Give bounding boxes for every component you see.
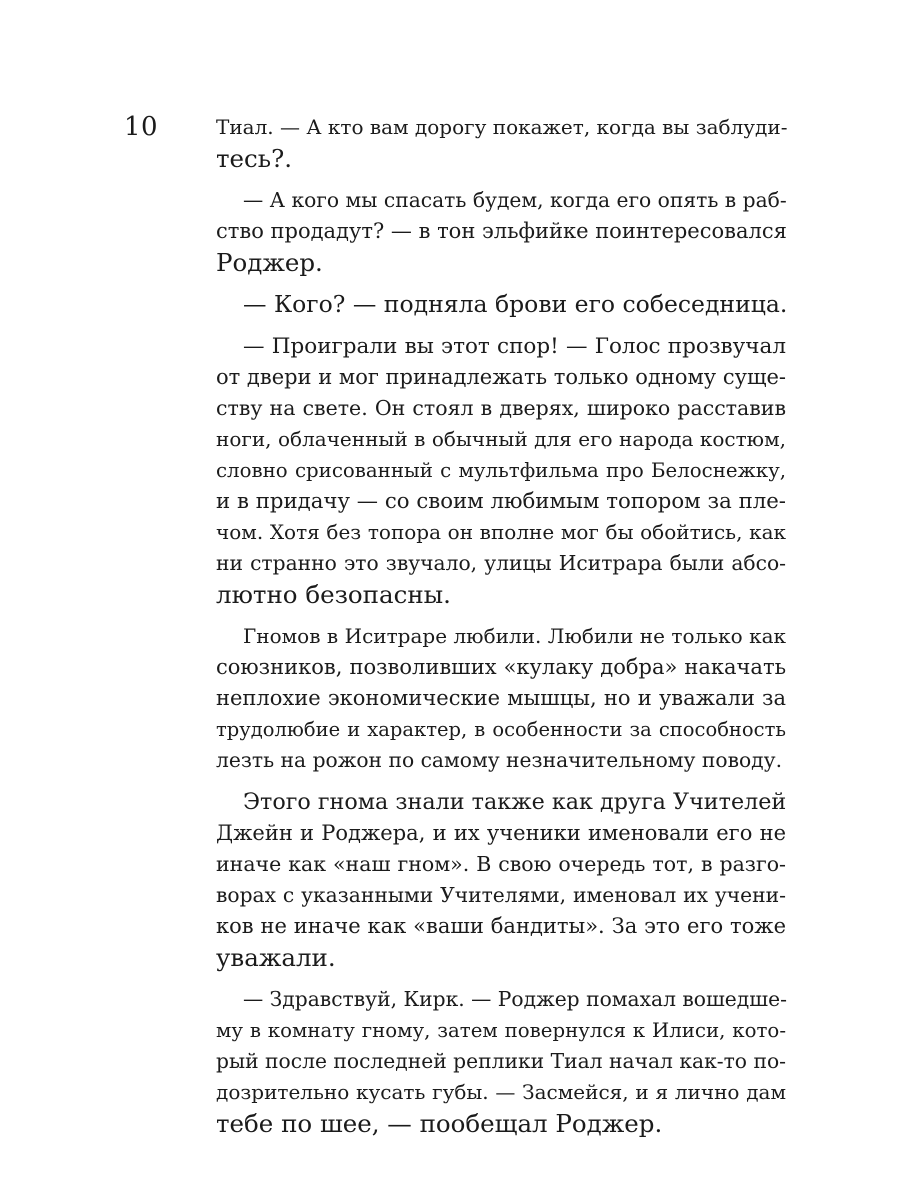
paragraph-6 <box>216 787 786 973</box>
paragraph-4 <box>216 331 786 610</box>
text-line: рый после последней реплики Тиал начал как-то по- <box>216 1049 786 1073</box>
text-line: Джейн и Роджера, и их ученики именовали его не <box>216 821 786 845</box>
page-number: 10 <box>124 112 159 142</box>
paragraph-3 <box>216 289 786 320</box>
text-line: му в комнату гному, затем повернулся к Илиси, кото- <box>216 1019 786 1042</box>
text-line: ству на свете. Он стоял в дверях, широко расставив <box>216 396 786 420</box>
text-line: Гномов в Иситраре любили. Любили не только как <box>243 624 786 648</box>
paragraph-5 <box>216 621 786 776</box>
text-line: ство продадут? — в тон эльфийке поинтересовался <box>216 219 787 243</box>
text-line: ни странно это звучало, улицы Иситрара были абсо- <box>216 551 786 575</box>
text-line: чом. Хотя без топора он вполне мог бы обойтись, как <box>216 520 786 544</box>
text-line: неплохие экономические мышцы, но и уважали за <box>216 686 786 710</box>
text-line: дозрительно кусать губы. — Засмейся, и я лично дам <box>216 1080 786 1104</box>
text-line: и в придачу — со своим любимым топором за пле- <box>216 489 786 514</box>
text-line: Этого гнома знали также как друга Учителей <box>243 789 787 815</box>
text-line: — Кого? — подняла брови его собеседница. <box>243 290 788 318</box>
text-line: тесь?. <box>216 144 293 173</box>
text-line: лезть на рожон по самому незначительному поводу. <box>216 748 783 772</box>
paragraph-7 <box>216 984 786 1139</box>
text-line: словно срисованный с мультфильма про Белоснежку, <box>216 459 786 482</box>
text-line: от двери и мог принадлежать только одному суще- <box>216 365 786 389</box>
text-line: союзников, позволивших «кулаку добра» накачать <box>216 655 786 679</box>
text-line: иначе как «наш гном». В свою очередь тот, в разго- <box>216 852 786 876</box>
text-line: Тиал. — А кто вам дорогу покажет, когда вы заблуди- <box>216 115 788 139</box>
text-line: тебе по шее, — пообещал Роджер. <box>216 1109 663 1138</box>
text-line: — Здравствуй, Кирк. — Роджер помахал вошедше- <box>243 987 787 1011</box>
paragraph-2 <box>216 185 786 278</box>
text-line: Роджер. <box>216 248 323 277</box>
text-line: лютно безопасны. <box>216 580 451 609</box>
body-text <box>216 112 786 1150</box>
text-line: — Проиграли вы этот спор! — Голос прозвучал <box>243 334 786 359</box>
text-line: уважали. <box>216 943 336 972</box>
text-line: — А кого мы спасать будем, когда его опять в раб- <box>243 188 787 212</box>
text-line: ноги, облаченный в обычный для его народа костюм, <box>216 427 786 451</box>
text-line: ков не иначе как «ваши бандиты». За это его тоже <box>216 914 786 938</box>
text-line: ворах с указанными Учителями, именовал их учени- <box>216 883 786 907</box>
paragraph-1 <box>216 112 786 174</box>
text-line: трудолюбие и характер, в особенности за способность <box>216 718 786 741</box>
